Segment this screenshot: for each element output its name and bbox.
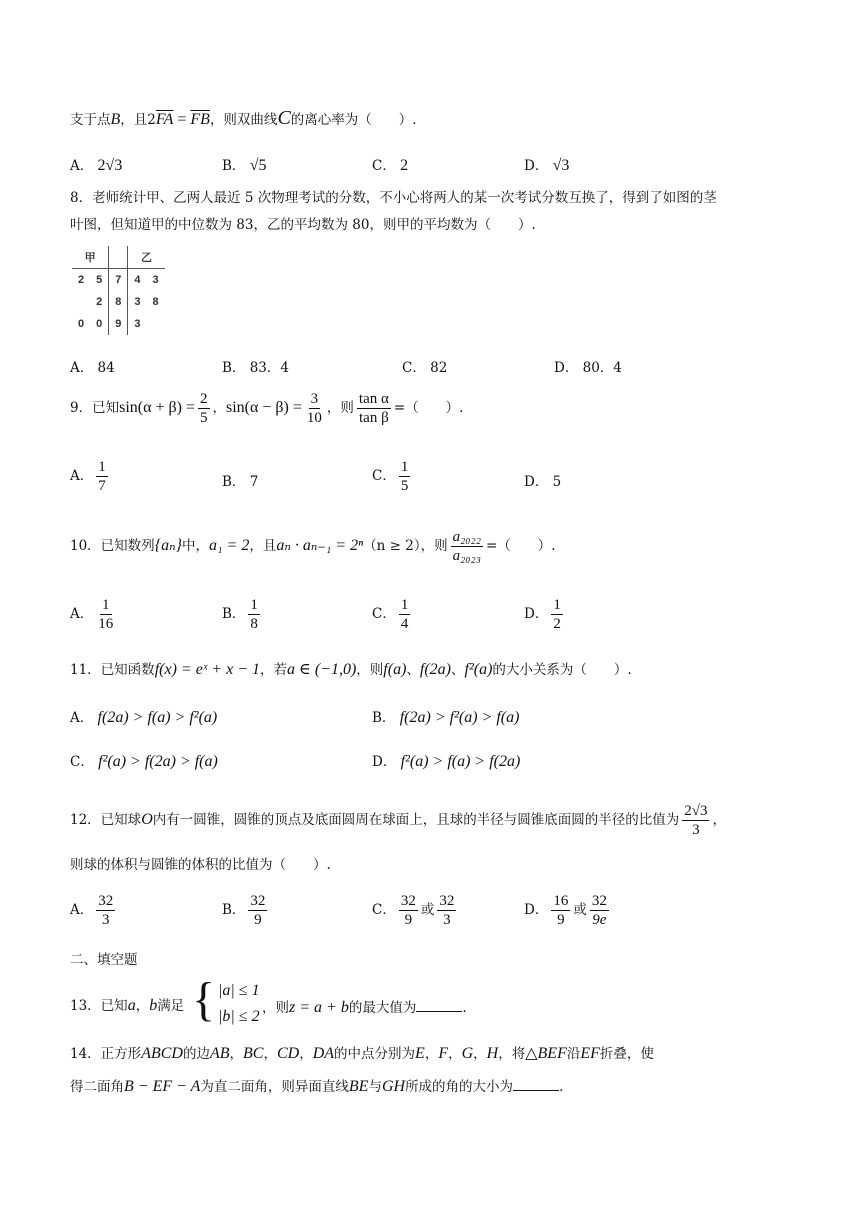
q11-option-c: C． f²(a) > f(2a) > f(a) [70, 753, 218, 770]
q12-option-d: D． $\frac{16}{9}$ 或 $\frac{32}{9e}$ [524, 893, 607, 928]
answer-blank[interactable] [513, 1076, 559, 1091]
q7-option-b: B． √5 [222, 157, 267, 174]
q12-option-c: C． $\frac{32}{9}$ 或 $\frac{32}{3}$ [372, 893, 455, 928]
q10-option-c: C． $\frac{1}{4}$ [372, 597, 409, 632]
q13-condition-2: |b| ≤ 2 [218, 1008, 260, 1025]
q10-option-d: D． $\frac{1}{2}$ [524, 597, 561, 632]
q12-stem-line1: 12．已知球O内有一圆锥，圆锥的顶点及底面圆周在球面上，且球的半径与圆锥底面圆的半径的比值为 $\frac{2√3}{3}$ ， [70, 803, 726, 838]
q10-stem: 10．已知数列{aₙ}中，a₁ = 2，且aₙ · aₙ₋₁ = 2ⁿ（n ≥ 2），则 $\frac{\text{a₂₀₂₂}}{\text{a₂₀₂₃}}$ =（ ）. [70, 529, 556, 564]
q14-stem-line1: 14．正方形ABCD的边AB，BC，CD，DA的中点分别为E，F，G，H，将△BEF沿EF折叠，使 [70, 1045, 654, 1062]
q8-stem-line2: 叶图，但知道甲的中位数为 83，乙的平均数为 80，则甲的平均数为（ ）. [70, 217, 536, 233]
right-header: 乙 [128, 246, 165, 269]
q8-option-b: B． 83．4 [222, 360, 289, 376]
q11-option-d: D． f²(a) > f(a) > f(2a) [372, 753, 521, 770]
q12-option-b: B． $\frac{32}{9}$ [222, 893, 266, 928]
q13-stem-suffix: ，则z = a + b的最大值为 . [262, 999, 467, 1016]
q11-option-b: B． f(2a) > f²(a) > f(a) [372, 709, 520, 726]
q9-option-a: A． $\frac{1}{7}$ [70, 459, 106, 494]
q10-option-b: B． $\frac{1}{8}$ [222, 597, 258, 632]
stem-row: 0 0 9 3 [72, 313, 165, 335]
q8-stem-line1: 8．老师统计甲、乙两人最近 5 次物理考试的分数，不小心将两人的某一次考试分数互换了，得到了如图的茎 [70, 190, 717, 206]
q14-stem-line2: 得二面角B − EF − A为直二面角，则异面直线BE与GH所成的角的大小为 . [70, 1078, 564, 1095]
q9-stem: 9．已知sin(α + β) = $\frac{2}{5}$ ，sin(α − β) = $\frac{3}{10}$ ，则 $\frac{\text{tan α}}{\text{tan β}}$ =（ ）. [70, 391, 464, 426]
q12-option-a: A． $\frac{32}{3}$ [70, 893, 114, 928]
stem-leaf-plot [72, 246, 165, 335]
q9-option-b: B． 7 [222, 474, 259, 490]
q8-option-a: A． 84 [70, 360, 115, 376]
q7-option-a: A． 2√3 [70, 157, 123, 174]
q13-condition-1: |a| ≤ 1 [218, 982, 260, 999]
q10-option-a: A． $\frac{1}{16}$ [70, 597, 114, 632]
stem-row: 2 8 3 8 [72, 291, 165, 313]
q8-option-c: C． 82 [402, 360, 448, 376]
left-header: 甲 [72, 246, 109, 269]
q8-option-d: D． 80．4 [554, 360, 622, 376]
q11-option-a: A． f(2a) > f(a) > f²(a) [70, 709, 218, 726]
q7-stem: 支于点B，且$2\overline{FA} = \overline{FB}$，则双曲线C的离心率为（ ）. [70, 107, 417, 129]
q13-stem-prefix: 13．已知a，b满足 [70, 997, 185, 1014]
q7-option-d: D． √3 [524, 157, 570, 174]
q9-option-d: D． 5 [524, 474, 562, 490]
section-heading: 二、填空题 [70, 952, 138, 968]
q11-stem: 11．已知函数f(x) = eˣ + x − 1，若a ∈ (−1,0)，则f(a)、f(2a)、f²(a)的大小关系为（ ）. [70, 661, 632, 678]
q9-option-c: C． $\frac{1}{5}$ [372, 459, 409, 494]
q7-option-c: C． 2 [372, 157, 409, 174]
stem-row: 2 5 7 4 3 [72, 269, 165, 292]
answer-blank[interactable] [416, 997, 462, 1012]
q12-stem-line2: 则球的体积与圆锥的体积的比值为（ ）. [70, 857, 331, 873]
brace-icon: { [192, 973, 216, 1026]
